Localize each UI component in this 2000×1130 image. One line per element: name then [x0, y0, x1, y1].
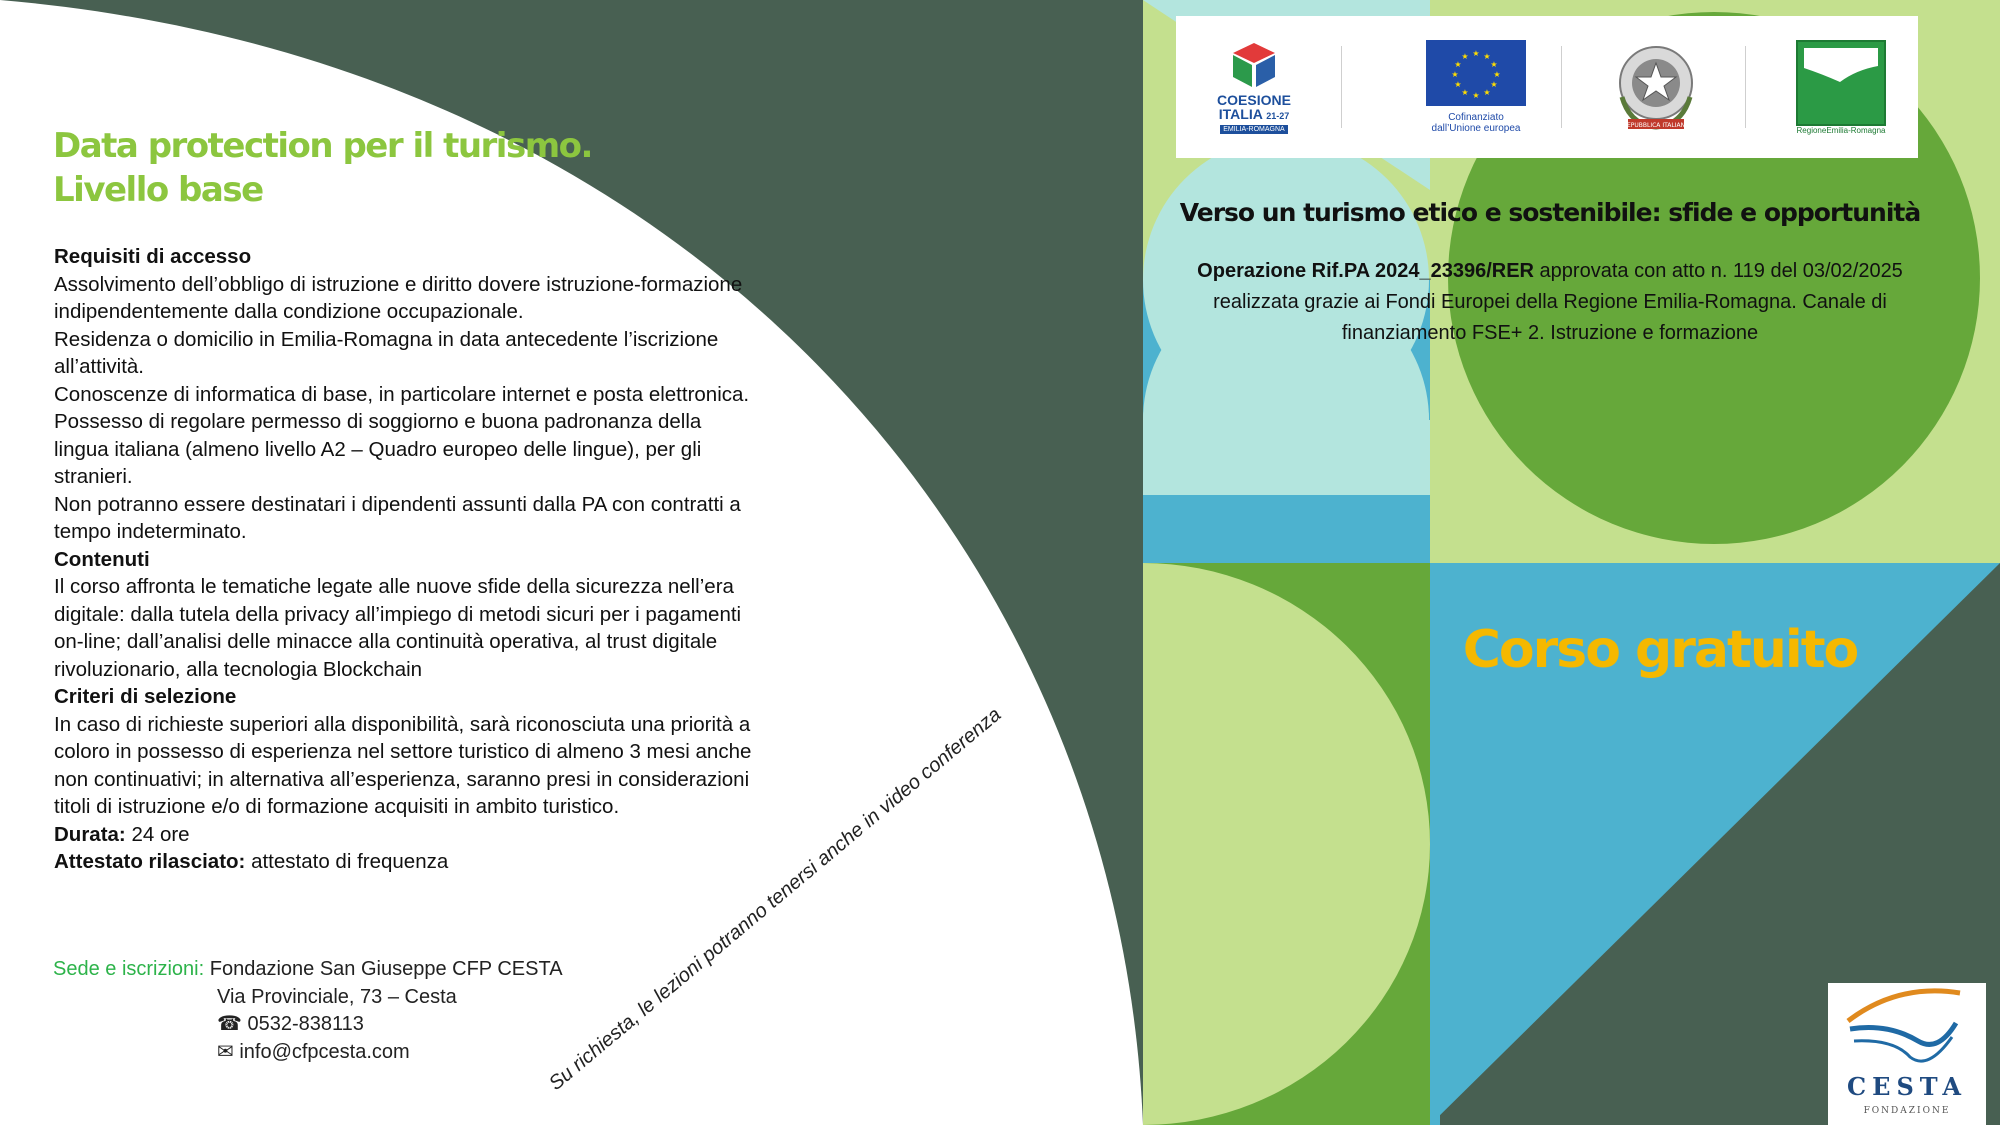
- regione-emilia-romagna-logo: [1786, 16, 1896, 158]
- requisiti-paragraph: Assolvimento dell’obbligo di istruzione e diritto dovere istruzione-formazione indipendentemente dalla condizione occupazionale.: [54, 272, 743, 323]
- durata-value: 24 ore: [125, 822, 190, 846]
- coesione-line1: COESIONE: [1217, 91, 1291, 108]
- coesione-cube-icon: [1229, 41, 1279, 89]
- svg-text:★: ★: [1461, 88, 1469, 97]
- requisiti-heading: Requisiti di accesso: [54, 245, 252, 268]
- operation-ref: Operazione Rif.PA 2024_23396/RER: [1197, 260, 1534, 282]
- requisiti-paragraph: Possesso di regolare permesso di soggiorno e buona padronanza della lingua italiana (almeno livello A2 – Quadro europeo delle lingue), per gli stranieri.: [54, 410, 702, 488]
- cesta-logo: [1828, 983, 1986, 1125]
- svg-text:★: ★: [1493, 70, 1501, 79]
- coesione-line2: ITALIA: [1218, 105, 1263, 122]
- regione-label: RegioneEmilia-Romagna: [1796, 125, 1886, 135]
- free-course-banner: Corso gratuito: [1462, 620, 1858, 680]
- contenuti-paragraph: Il corso affronta le tematiche legate alle nuove sfide della sicurezza nell’era digitale: dalla tutela della privacy all’impiego di metodi sicuri per i pagamenti on-line; dall’analisi delle minacce alla continuità operativa, al trust digitale rivoluzionario, alla tecnologia Blockchain: [54, 575, 742, 681]
- eu-line2: dall’Unione europea: [1431, 123, 1521, 134]
- operation-info: [1160, 256, 1940, 349]
- durata-line: [54, 821, 754, 849]
- contact-phone[interactable]: 0532-838113: [241, 1013, 364, 1035]
- requisiti-paragraph: Conoscenze di informatica di base, in particolare internet e posta elettronica.: [54, 382, 750, 406]
- cesta-name: CESTA: [1847, 1072, 1967, 1101]
- coesione-region: EMILIA-ROMAGNA: [1220, 125, 1287, 134]
- eu-flag-icon: [1426, 40, 1526, 106]
- cesta-swoosh-icon: [1828, 983, 1986, 1125]
- regione-flag-icon: [1796, 40, 1886, 126]
- durata-label: Durata:: [54, 822, 126, 846]
- criteri-paragraph: In caso di richieste superiori alla disponibilità, sarà riconosciuta una priorità a coloro in possesso di esperienza nel settore turistico di almeno 3 mesi anche non continuativi; in alternativa all’esperienza, saranno presi in considerazioni titoli di istruzione e/o di formazione acquisiti in ambito turistico.: [54, 712, 752, 818]
- svg-text:★: ★: [1472, 91, 1480, 100]
- coesione-years: 21-27: [1266, 110, 1290, 121]
- attestato-label: Attestato rilasciato:: [54, 850, 246, 873]
- svg-text:★: ★: [1483, 52, 1491, 61]
- eu-cofinanced-logo: [1386, 16, 1566, 158]
- headline: Verso un turismo etico e sostenibile: sfide e opportunità: [1179, 198, 1921, 227]
- operation-details: approvata con atto n. 119 del 03/02/2025 realizzata grazie ai Fondi Europei della Regione Emilia-Romagna. Canale di finanziamento FSE+ 2. Istruzione e formazione: [1213, 260, 1903, 344]
- attestato-line: [54, 848, 754, 876]
- logo-bar: [1176, 16, 1918, 158]
- italian-emblem-icon: [1610, 37, 1702, 137]
- criteri-heading: Criteri di selezione: [54, 685, 237, 708]
- svg-text:★: ★: [1472, 49, 1480, 58]
- contact-name: Fondazione San Giuseppe CFP CESTA: [204, 958, 563, 980]
- contact-email[interactable]: info@cfpcesta.com: [233, 1040, 410, 1063]
- course-title: [53, 124, 753, 212]
- cesta-sub: FONDAZIONE: [1863, 1106, 1951, 1116]
- svg-text:★: ★: [1490, 80, 1498, 89]
- course-description: [54, 243, 754, 876]
- repubblica-label: REPUBBLICA ITALIANA: [1622, 122, 1690, 129]
- contenuti-heading: Contenuti: [54, 547, 150, 571]
- contact-address: Via Provinciale, 73 – Cesta: [217, 985, 457, 1008]
- repubblica-italiana-emblem: [1596, 16, 1716, 158]
- svg-text:★: ★: [1490, 60, 1498, 69]
- requisiti-paragraph: Residenza o domicilio in Emilia-Romagna in data antecedente l’iscrizione all’attività.: [54, 327, 719, 378]
- requisiti-paragraph: Non potranno essere destinatari i dipendenti assunti dalla PA con contratti a tempo indeterminato.: [54, 492, 741, 543]
- svg-text:★: ★: [1451, 70, 1459, 79]
- svg-text:★: ★: [1454, 60, 1462, 69]
- svg-text:★: ★: [1454, 80, 1462, 89]
- contact-block: [53, 956, 653, 1066]
- email-icon: ✉: [217, 1040, 234, 1063]
- attestato-value: attestato di frequenza: [245, 850, 449, 873]
- coesione-italia-logo: [1194, 16, 1314, 158]
- eu-line1: Cofinanziato: [1448, 112, 1504, 123]
- contact-label: Sede e iscrizioni:: [53, 958, 205, 980]
- phone-icon: ☎: [217, 1013, 242, 1035]
- course-title-line1: Data protection per il turismo.: [53, 126, 592, 166]
- svg-text:★: ★: [1461, 52, 1469, 61]
- course-title-line2: Livello base: [53, 170, 263, 210]
- svg-text:★: ★: [1483, 88, 1491, 97]
- video-conference-note: Su richiesta, le lezioni potranno tenersi anche in video conferenza: [545, 703, 1006, 1095]
